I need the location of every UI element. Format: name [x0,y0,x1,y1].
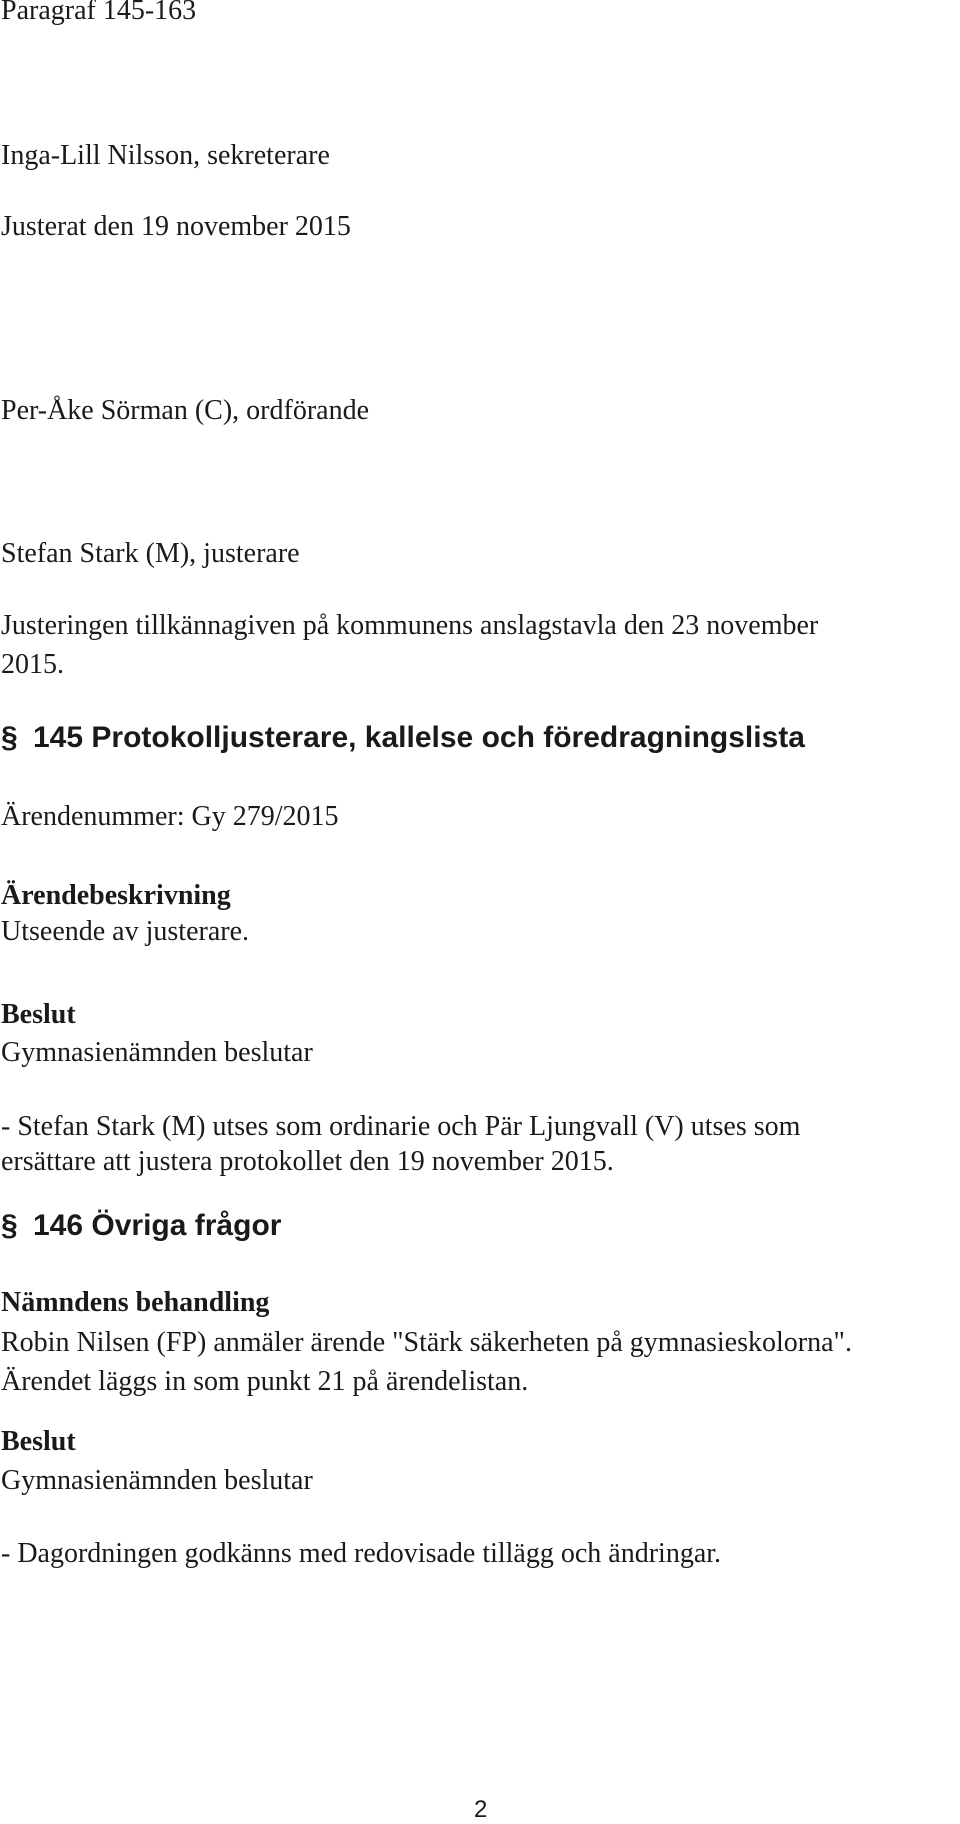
handling-heading: Nämndens behandling [1,1287,270,1318]
section-146-title: 146 Övriga frågor [33,1209,282,1242]
handling-line-2: Ärendet läggs in som punkt 21 på ärendelistan. [1,1366,529,1397]
decision-heading-145: Beslut [1,999,76,1030]
decision-146-line-1: - Dagordningen godkänns med redovisade tillägg och ändringar. [1,1538,722,1569]
handling-line-1: Robin Nilsen (FP) anmäler ärende "Stärk säkerheten på gymnasieskolorna". [1,1327,852,1358]
announcement-line-2: 2015. [1,649,64,680]
secretary-signature: Inga-Lill Nilsson, sekreterare [1,140,330,171]
page-number: 2 [474,1796,488,1823]
section-145-heading [1,720,805,756]
decision-heading-146: Beslut [1,1426,76,1457]
adjusted-date: Justerat den 19 november 2015 [1,211,351,242]
section-145-title: 145 Protokolljusterare, kallelse och föredragningslista [33,721,805,754]
announcement-line-1: Justeringen tillkännagiven på kommunens anslagstavla den 23 november [1,610,819,641]
chair-signature: Per-Åke Sörman (C), ordförande [1,395,369,426]
decision-intro-145: Gymnasienämnden beslutar [1,1037,313,1068]
description-text: Utseende av justerare. [1,916,249,947]
decision-145-line-1: - Stefan Stark (M) utses som ordinarie och Pär Ljungvall (V) utses som [1,1111,801,1142]
description-heading: Ärendebeskrivning [1,880,231,911]
decision-intro-146: Gymnasienämnden beslutar [1,1465,313,1496]
section-146-heading [1,1208,281,1244]
section-sign-icon: § [1,1209,18,1242]
case-number: Ärendenummer: Gy 279/2015 [1,801,339,832]
section-sign-icon: § [1,721,18,754]
adjuster-signature: Stefan Stark (M), justerare [1,538,300,569]
paragraph-range: Paragraf 145-163 [1,0,197,26]
decision-145-line-2: ersättare att justera protokollet den 19 november 2015. [1,1146,614,1177]
